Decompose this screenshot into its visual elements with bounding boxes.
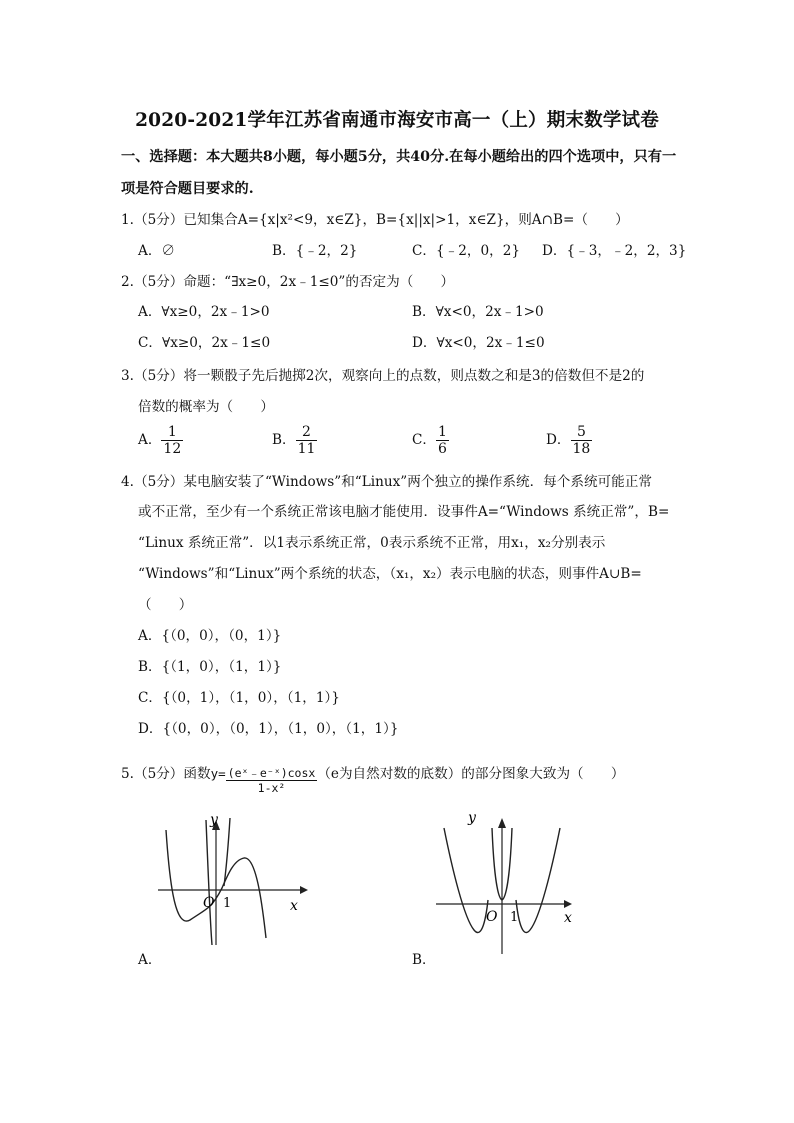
graph-a <box>150 810 320 950</box>
q4-option-c: C．{（0，1），（1，0），（1，1）} <box>138 690 340 706</box>
q2-option-d: D．∀x<0，2x﹣1≤0 <box>412 335 545 351</box>
graph-b-origin: O <box>486 909 498 925</box>
q5-option-b-label: B． <box>412 952 436 968</box>
graph-b-right-curve <box>516 828 560 933</box>
q1-option-a: A．∅ <box>138 243 176 259</box>
question-5-stem: 5.（5分）函数y= $\frac{\text{(eˣ﹣e⁻ˣ)cosx}}{\text{1-x²}}$ （e为自然对数的底数）的部分图象大致为（ ） <box>121 766 625 795</box>
graph-b-y-label: y <box>468 810 476 826</box>
q5-option-a-label: A． <box>138 952 162 968</box>
graph-a-x-label: x <box>290 898 298 914</box>
graph-b-x-label: x <box>564 910 572 926</box>
q3-option-b: B． $\frac{2}{11}$ <box>272 424 316 457</box>
graph-b <box>430 808 600 958</box>
question-2-stem: 2.（5分）命题：“∃x≥0，2x﹣1≤0”的否定为（ ） <box>121 274 455 290</box>
question-1-stem: 1.（5分）已知集合A={x|x²<9，x∈Z}，B={x||x|>1，x∈Z}，则A∩B=（ ） <box>121 212 629 228</box>
page-title: 2020-2021学年江苏省南通市海安市高一（上）期末数学试卷 <box>135 110 659 131</box>
graph-a-y-label: y <box>210 812 218 828</box>
q4-option-d: D．{（0，0），（0，1），（1，0），（1，1）} <box>138 721 399 737</box>
q2-option-a: A．∀x≥0，2x﹣1>0 <box>138 304 270 320</box>
q1-option-c: C．{﹣2，0，2} <box>412 243 521 259</box>
graph-a-left-branch <box>206 820 212 945</box>
question-4-line5: （ ） <box>138 597 193 613</box>
q2-option-c: C．∀x≥0，2x﹣1≤0 <box>138 335 271 351</box>
graph-b-left-curve <box>444 828 488 933</box>
q3-option-c: C． $\frac{1}{6}$ <box>412 424 447 457</box>
question-3-stem-line2: 倍数的概率为（ ） <box>138 399 274 415</box>
q3-option-a: A． $\frac{1}{12}$ <box>138 424 182 457</box>
graph-b-one: 1 <box>510 910 519 925</box>
q4-option-b: B．{（1，0），（1，1）} <box>138 659 282 675</box>
section-header-line2: 项是符合题目要求的. <box>121 181 254 197</box>
q3-option-d: D． $\frac{5}{18}$ <box>546 424 591 457</box>
question-4-line2: 或不正常，至少有一个系统正常该电脑才能使用．设事件A=“Windows 系统正常”，B= <box>138 504 670 520</box>
graph-a-one: 1 <box>223 896 232 911</box>
graph-a-origin: O <box>203 895 215 911</box>
graph-b-y-arrow <box>498 818 506 828</box>
graph-a-x-arrow <box>300 886 308 894</box>
question-4-line1: 4.（5分）某电脑安装了“Windows”和“Linux”两个独立的操作系统．每个系统可能正常 <box>121 474 652 490</box>
q1-option-b: B．{﹣2，2} <box>272 243 358 259</box>
question-4-line4: “Windows”和“Linux”两个系统的状态，（x₁，x₂）表示电脑的状态，则事件A∪B= <box>138 566 642 582</box>
q2-option-b: B．∀x<0，2x﹣1>0 <box>412 304 544 320</box>
graph-b-x-arrow <box>564 900 572 908</box>
section-header-line1: 一、选择题：本大题共8小题，每小题5分，共40分.在每小题给出的四个选项中，只有一 <box>121 149 677 165</box>
question-3-stem-line1: 3.（5分）将一颗骰子先后抛掷2次，观察向上的点数，则点数之和是3的倍数但不是2的 <box>121 368 645 384</box>
q1-option-d: D．{﹣3，﹣2，2，3} <box>542 243 687 259</box>
q4-option-a: A．{（0，0），（0，1）} <box>138 628 282 644</box>
question-4-line3: “Linux 系统正常”．以1表示系统正常，0表示系统不正常，用x₁，x₂分别表示 <box>138 535 606 551</box>
